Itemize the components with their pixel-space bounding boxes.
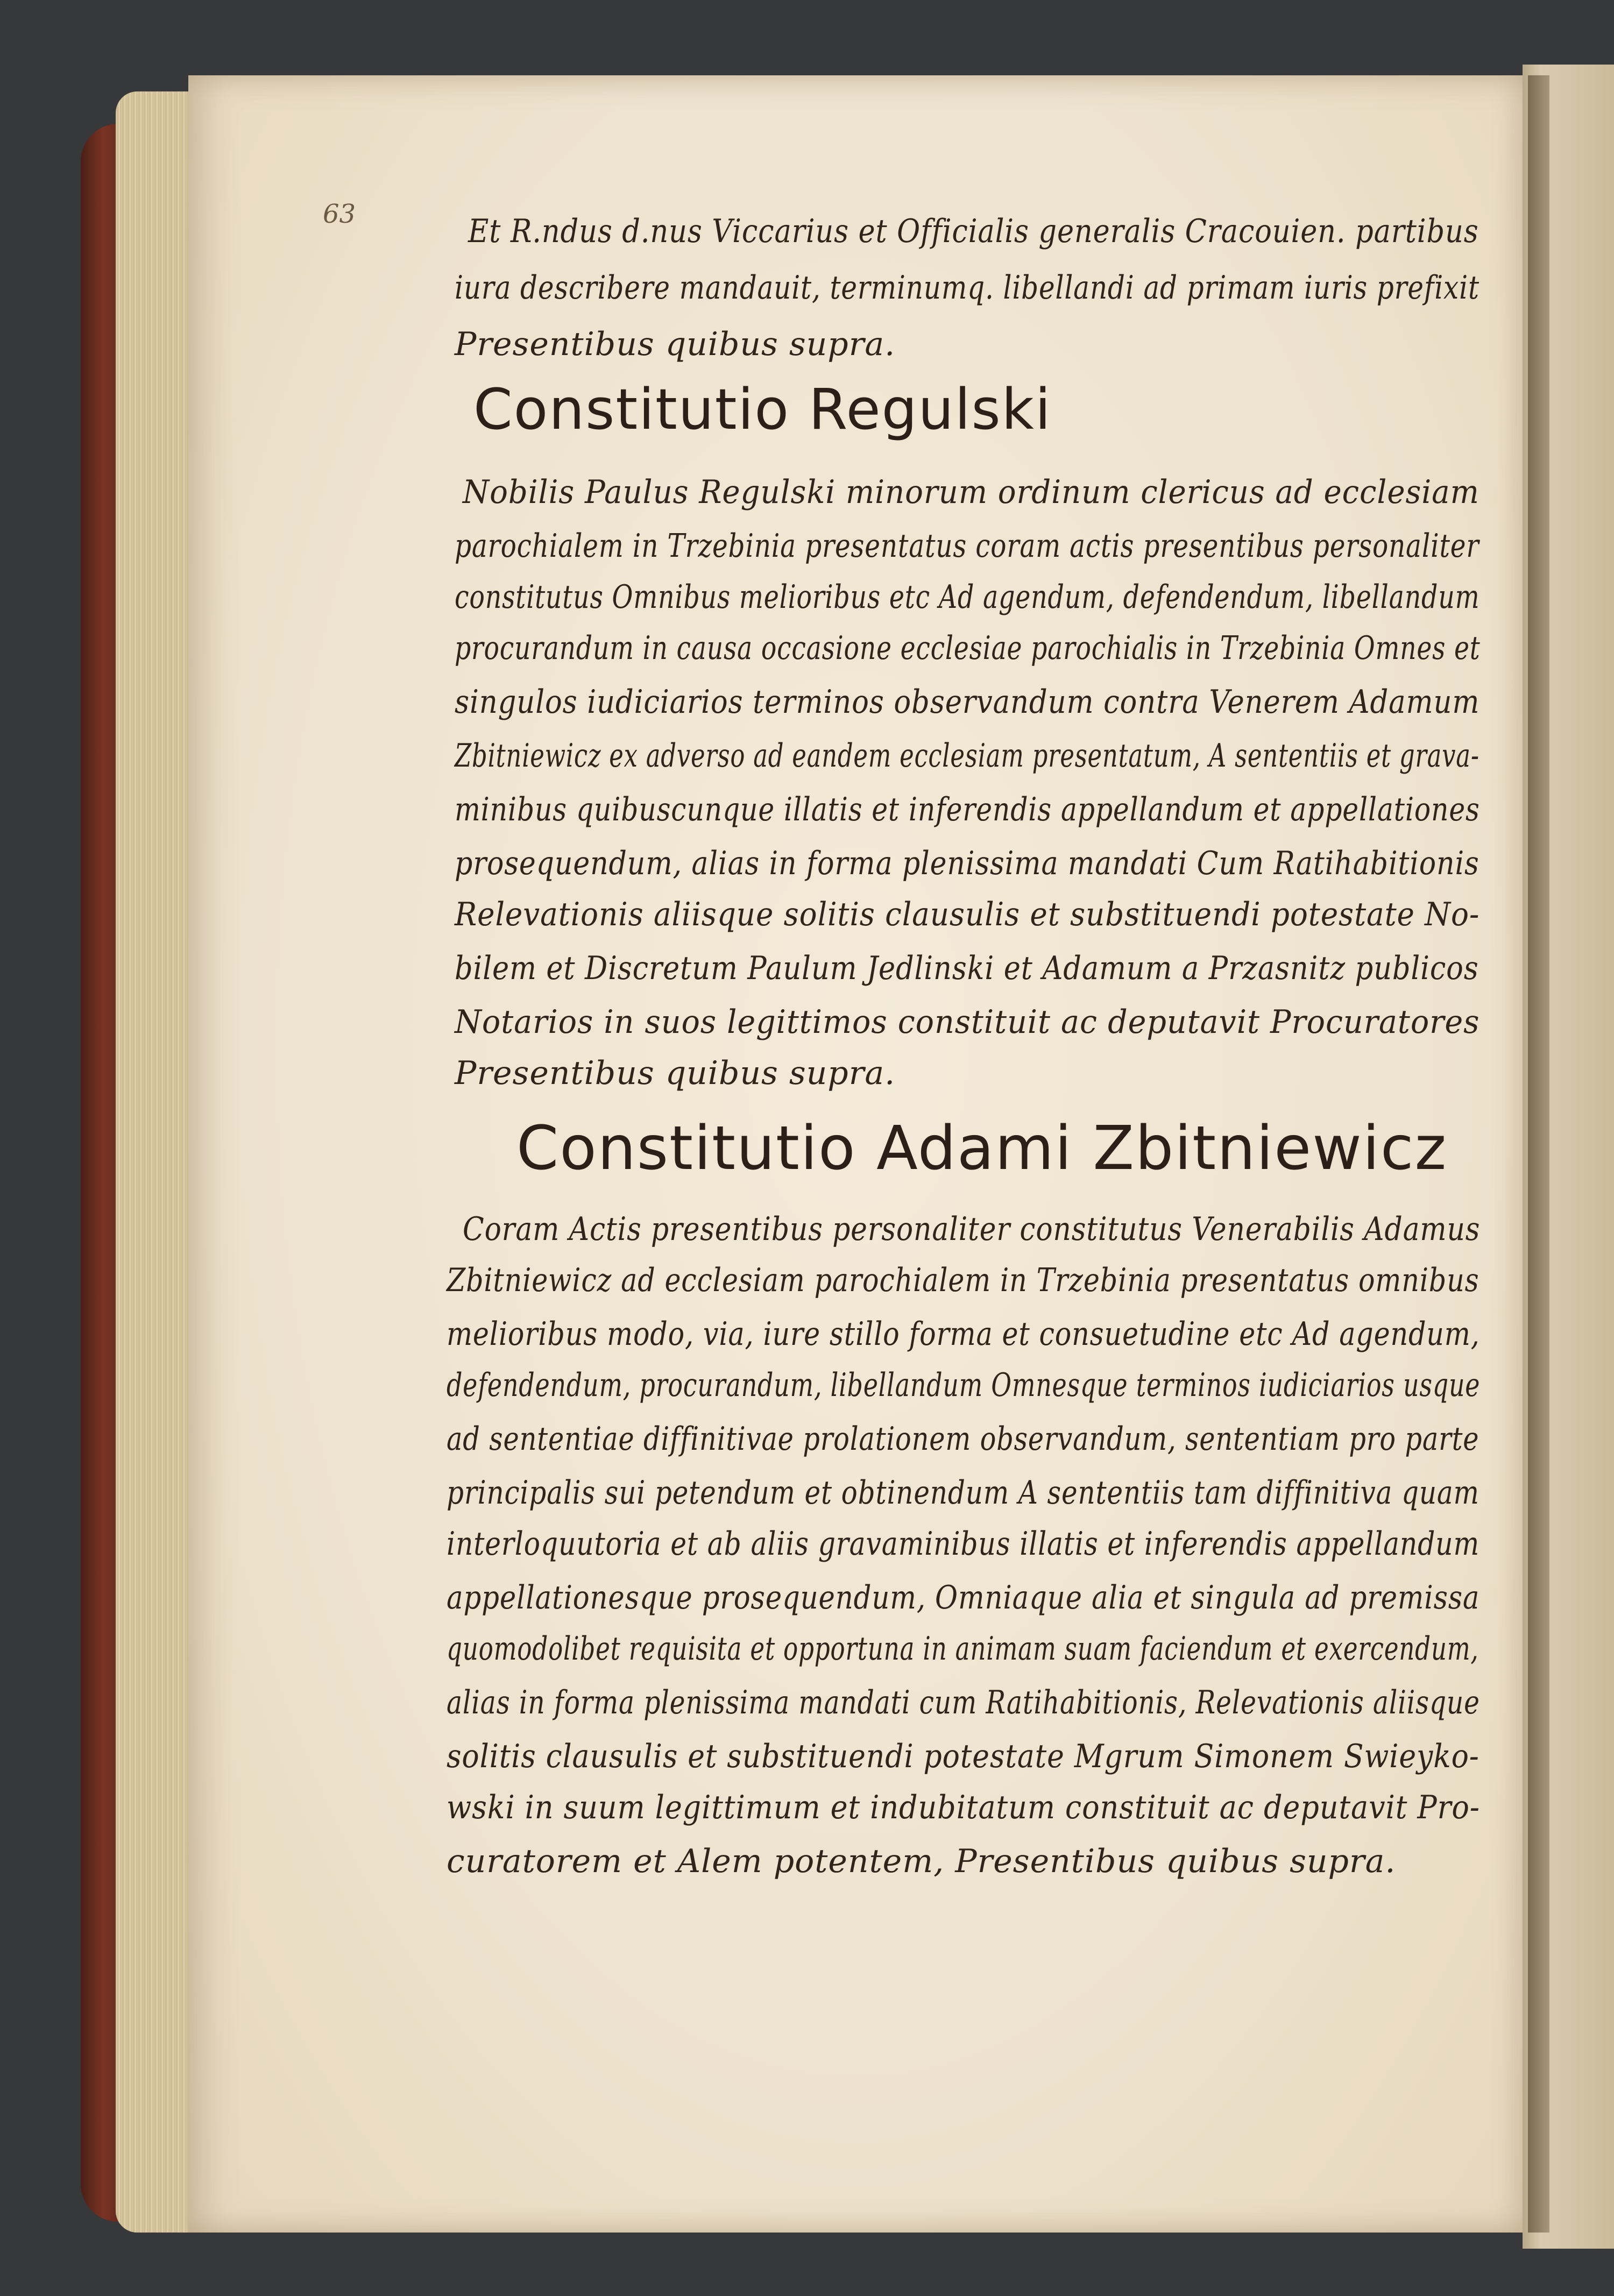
manuscript-text	[188, 75, 1523, 2233]
text-line: minibus quibuscunque illatis et inferendis appellandum et appellationes	[455, 791, 1480, 828]
text-line: Notarios in suos legittimos constituit ac deputavit Procuratores	[455, 1003, 1480, 1041]
text-line: Et R.ndus d.nus Viccarius et Officialis generalis Cracouien. partibus	[468, 212, 1479, 250]
gutter-shadow	[1528, 75, 1549, 2233]
text-line: Coram Actis presentibus personaliter constitutus Venerabilis Adamus	[463, 1210, 1481, 1248]
text-line: defendendum, procurandum, libellandum Omnesque terminos iudiciarios usque	[447, 1366, 1481, 1404]
text-line: principalis sui petendum et obtinendum A sententiis tam diffinitiva quam	[447, 1474, 1480, 1512]
text-line: curatorem et Alem potentem, Presentibus quibus supra.	[447, 1843, 1396, 1880]
text-line: singulos iudiciarios terminos observandum contra Venerem Adamum	[455, 683, 1480, 721]
text-line: bilem et Discretum Paulum Jedlinski et Adamum a Przasnitz publicos	[455, 949, 1479, 987]
text-line: melioribus modo, via, iure stillo forma et consuetudine etc Ad agendum,	[447, 1315, 1480, 1353]
text-line: solitis clausulis et substituendi potestate Mgrum Simonem Swieyko-	[447, 1738, 1480, 1775]
text-line: quomodolibet requisita et opportuna in animam suam faciendum et exercendum,	[447, 1630, 1479, 1668]
text-line: constitutus Omnibus melioribus etc Ad agendum, defendendum, libellandum	[455, 578, 1480, 616]
text-line: Zbitniewicz ad ecclesiam parochialem in Trzebinia presentatus omnibus	[447, 1262, 1480, 1299]
text-line: procurandum in causa occasione ecclesiae parochialis in Trzebinia Omnes et	[455, 629, 1481, 667]
heading-constitutio-adami: Constitutio Adami Zbitniewicz	[516, 1114, 1448, 1184]
text-line: iura describere mandauit, terminumq. libellandi ad primam iuris prefixit	[455, 269, 1480, 307]
text-line: Relevationis aliisque solitis clausulis et substituendi potestate No-	[455, 896, 1480, 933]
text-line: parochialem in Trzebinia presentatus coram actis presentibus personaliter	[455, 527, 1480, 565]
text-line: wski in suum legittimum et indubitatum constituit ac deputavit Pro-	[447, 1789, 1480, 1826]
text-line: Zbitniewicz ex adverso ad eandem ecclesiam presentatum, A sententiis et grava-	[455, 737, 1480, 775]
page-edges	[116, 91, 196, 2233]
text-line: Nobilis Paulus Regulski minorum ordinum clericus ad ecclesiam	[463, 473, 1480, 511]
text-line: interloquutoria et ab aliis gravaminibus illatis et inferendis appellandum	[447, 1525, 1480, 1563]
text-line: Presentibus quibus supra.	[455, 1054, 896, 1092]
text-line: prosequendum, alias in forma plenissima mandati Cum Ratihabitionis	[455, 845, 1480, 882]
text-line: ad sententiae diffinitivae prolationem observandum, sententiam pro parte	[447, 1420, 1480, 1458]
text-line: appellationesque prosequendum, Omniaque alia et singula ad premissa	[447, 1579, 1480, 1617]
manuscript-page	[188, 75, 1523, 2233]
text-line: Presentibus quibus supra.	[455, 325, 896, 363]
folio-number: 63	[323, 199, 356, 229]
heading-constitutio-regulski: Constitutio Regulski	[473, 377, 1052, 442]
text-line: alias in forma plenissima mandati cum Ratihabitionis, Relevationis aliisque	[447, 1684, 1480, 1721]
